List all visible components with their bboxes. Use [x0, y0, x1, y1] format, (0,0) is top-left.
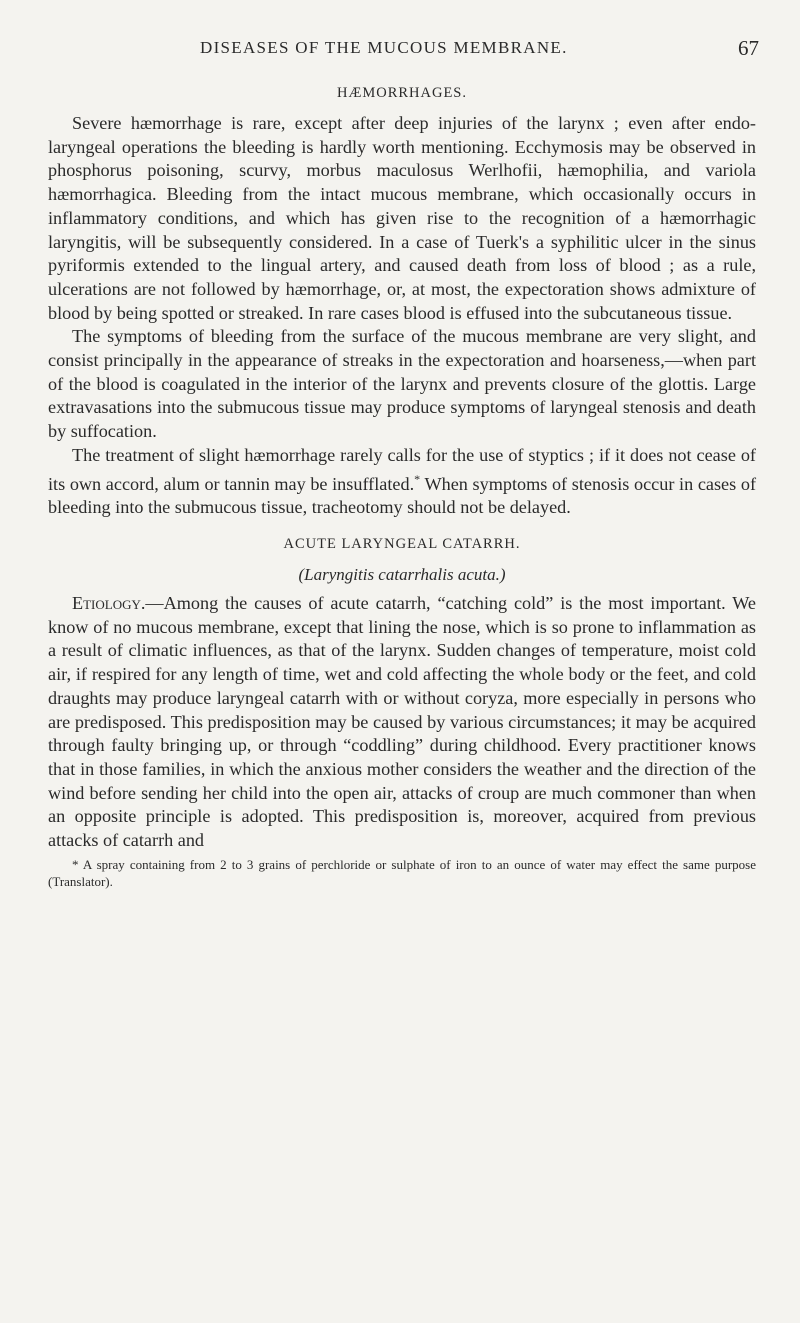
treatment-text-before: The treatment of slight hæmorrhage rarely calls for the use of styptics ; if it does not cease of its own accord, alum or tannin may be insufflated.	[48, 444, 756, 494]
footnote-marker: *	[414, 471, 421, 486]
section-heading-haemorrhages: HÆMORRHAGES.	[336, 85, 468, 101]
etiology-lead: Etiology.	[72, 593, 146, 614]
paragraph-haemorrhage-symptoms: The symptoms of bleeding from the surface of the mucous membrane are very slight, and consist principally in the appearance of streaks in the expectoration and hoarseness,—when part of the blood is coagulated in the interior of the larynx and prevents closure of the glottis. Large extravasations into the submucous tissue may produce symptoms of laryngeal stenosis and death by suffocation.	[48, 326, 756, 442]
treatment-text-after: When symptoms of stenosis occur in cases of bleeding into the submucous tissue, tracheotomy should not be delayed.	[48, 473, 756, 518]
footnote: * A spray containing from 2 to 3 grains of perchloride or sulphate of iron to an ounce of water may effect the same purpose (Translator).	[48, 856, 756, 889]
running-head	[0, 38, 800, 62]
section-heading-acute-catarrh: ACUTE LARYNGEAL CATARRH.	[283, 536, 521, 553]
etiology-text: —Among the causes of acute catarrh, “catching cold” is the most important. We know of no mucous membrane, except that lining the nose, which is so prone to inflammation as a result of climatic influences, as that of the larynx. Sudden changes of temperature, moist cold air, if respired for any length of time, wet and cold affecting the whole body or the feet, and cold draughts may produce laryngeal catarrh with or without coryza, more especially in persons who are predisposed. This predisposition may be caused by various circumstances; it may be acquired through faulty bringing up, or through “coddling” during childhood. Every practitioner knows that in those families, in which the anxious mother considers the weather and the direction of the wind before sending her child into the open air, attacks of croup are much commoner than when an opposite principle is adopted. This predisposition is, moreover, acquired from previous attacks of catarrh and	[48, 593, 756, 851]
page-number: 67	[738, 36, 759, 60]
paragraph-haemorrhage-treatment	[48, 444, 756, 520]
running-head-title: DISEASES OF THE MUCOUS MEMBRANE.	[200, 38, 568, 57]
paragraph-etiology	[48, 592, 756, 853]
page-body	[48, 83, 756, 890]
section-subheading-latin: (Laryngitis catarrhalis acuta.)	[298, 565, 506, 585]
paragraph-haemorrhage-intro: Severe hæmorrhage is rare, except after deep injuries of the larynx ; even after endo-laryngeal operations the bleeding is hardly worth mentioning. Ecchymosis may be observed in phosphorus poisoning, scurvy, morbus maculosus Werlhofii, hæmophilia, and variola hæmorrhagica. Bleeding from the intact mucous membrane, which occasionally occurs in inflammatory conditions, and which has given rise to the recognition of a hæmorrhagic laryngitis, will be subsequently considered. In a case of Tuerk's a syphilitic ulcer in the sinus pyriformis extended to the lingual artery, and caused death from loss of blood ; as a rule, ulcerations are not followed by hæmorrhage, or, at most, the expectoration shows admixture of blood by being spotted or streaked. In rare cases blood is effused into the subcutaneous tissue.	[48, 113, 756, 323]
